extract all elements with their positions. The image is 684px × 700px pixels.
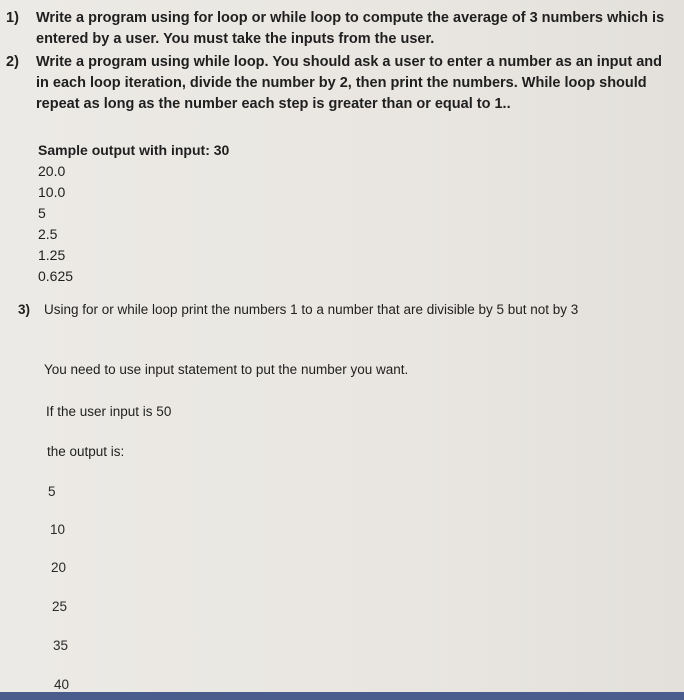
sample-output-label: Sample output with input: 30	[38, 142, 230, 158]
question-1-number: 1)	[6, 10, 19, 26]
sample-value: 5	[38, 205, 46, 221]
sample-value: 2.5	[38, 226, 58, 242]
output-value: 5	[48, 484, 56, 499]
sample-output	[38, 140, 229, 287]
sample-value: 1.25	[38, 247, 66, 263]
sample-value: 20.0	[38, 163, 66, 179]
input-note: You need to use input statement to put the number you want.	[44, 362, 409, 377]
question-2-number: 2)	[6, 54, 19, 70]
example-input-note: If the user input is 50	[46, 404, 172, 419]
question-1-text: Write a program using for loop or while loop to compute the average of 3 numbers which is entered by a user. You must take the inputs from the user.	[36, 10, 665, 47]
sample-output-values	[38, 161, 229, 287]
question-2-text: Write a program using while loop. You should ask a user to enter a number as an input and in each loop iteration, divide the number by 2, then print the numbers. While loop should repeat as long as the number each step is greater than or equal to 1..	[36, 54, 663, 112]
output-value: 25	[52, 599, 68, 614]
output-label: the output is:	[47, 444, 125, 459]
question-3-number: 3)	[18, 302, 31, 317]
output-value: 20	[51, 560, 67, 575]
output-value: 35	[53, 638, 69, 653]
sample-value: 10.0	[38, 184, 66, 200]
sample-value: 0.625	[38, 268, 74, 284]
bottom-edge	[0, 692, 684, 700]
output-value: 10	[50, 522, 66, 537]
output-value: 40	[54, 677, 70, 692]
question-3-text: Using for or while loop print the numbers 1 to a number that are divisible by 5 but not by 3	[44, 302, 579, 317]
